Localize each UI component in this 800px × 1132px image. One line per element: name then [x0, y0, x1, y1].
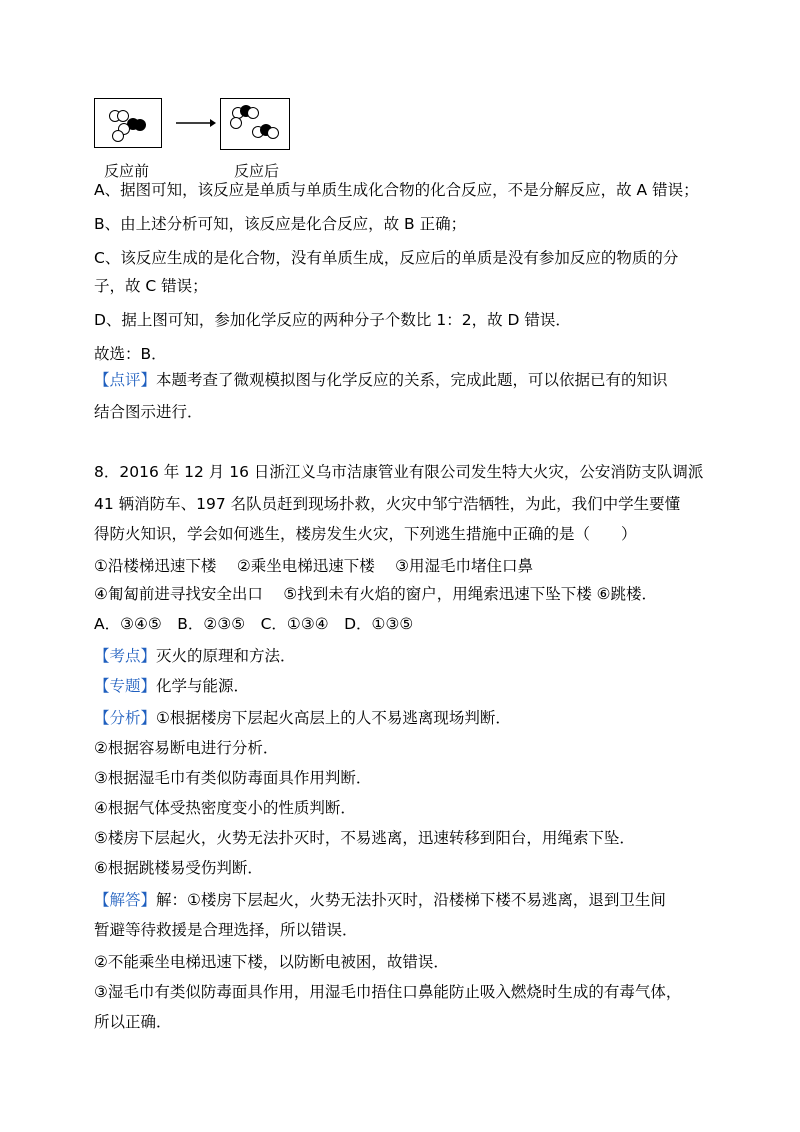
q8-fenxi-4: ④根据气体受热密度变小的性质判断．	[94, 799, 356, 817]
kaodian-tag: 【考点】	[94, 647, 157, 665]
kaodian-text: 灭火的原理和方法．	[156, 647, 296, 665]
before-molecules	[95, 99, 161, 147]
after-label: 反应后	[234, 162, 280, 180]
q8-fenxi-1	[94, 708, 511, 728]
before-box	[94, 98, 162, 148]
jieda-tag: 【解答】	[94, 891, 157, 909]
q8-stem-1: 8．2016 年 12 月 16 日浙江义乌市洁康管业有限公司发生特大火灾，公安消防支队调派	[94, 463, 704, 481]
q8-fenxi-6: ⑥根据跳楼易受伤判断．	[94, 859, 263, 877]
q7-answer: 故选：B．	[94, 345, 167, 363]
q8-fenxi-5: ⑤楼房下层起火，火势无法扑灭时，不易逃离，迅速转移到阳台，用绳索下坠．	[94, 829, 635, 847]
q8-jieda-4: ③湿毛巾有类似防毒面具作用，用湿毛巾捂住口鼻能防止吸入燃烧时生成的有毒气体，	[94, 983, 682, 1001]
fenxi-text-1: ①根据楼房下层起火高层上的人不易逃离现场判断．	[156, 709, 511, 727]
option-b-text: B、由上述分析可知，该反应是化合反应，故 B 正确；	[94, 215, 467, 233]
q8-kaodian	[94, 646, 296, 666]
option-a-text: A、据图可知，该反应是单质与单质生成化合物的化合反应，不是分解反应，故 A 错误；	[94, 181, 699, 199]
option-c-text-2: 子，故 C 错误；	[94, 277, 208, 295]
q8-fenxi-2: ②根据容易断电进行分析．	[94, 739, 279, 757]
q7-comment-1	[94, 370, 668, 390]
option-c-text-1: C、该反应生成的是化合物，没有单质生成，反应后的单质是没有参加反应的物质的分	[94, 249, 679, 267]
q8-jieda-3: ②不能乘坐电梯迅速下楼，以防断电被困，故错误．	[94, 953, 449, 971]
q8-choices: A．③④⑤ B．②③⑤ C．①③④ D．①③⑤	[94, 615, 414, 633]
q7-comment-2: 结合图示进行．	[94, 403, 203, 421]
comment-tag: 【点评】	[94, 371, 157, 389]
before-label: 反应前	[104, 162, 150, 180]
q8-jieda-2: 暂避等待救援是合理选择，所以错误．	[94, 921, 358, 939]
q8-items-2: ④匍匐前进寻找安全出口 ⑤找到未有火焰的窗户，用绳索迅速下坠下楼 ⑥跳楼．	[94, 585, 658, 603]
q8-jieda-1	[94, 890, 666, 910]
q8-stem-3: 得防火知识，学会如何逃生，楼房发生火灾，下列逃生措施中正确的是（ ）	[94, 525, 637, 543]
q8-jieda-5: 所以正确．	[94, 1013, 172, 1031]
zhuanti-tag: 【专题】	[94, 677, 157, 695]
fenxi-tag: 【分析】	[94, 709, 157, 727]
q8-zhuanti	[94, 676, 249, 696]
q8-fenxi-3: ③根据湿毛巾有类似防毒面具作用判断．	[94, 769, 372, 787]
after-box	[220, 98, 290, 150]
jieda-text-1: 解：①楼房下层起火，火势无法扑灭时，沿楼梯下楼不易逃离，退到卫生间	[156, 891, 666, 909]
q8-stem-2: 41 辆消防车、197 名队员赶到现场扑救，火灾中邹宁浩牺牲，为此，我们中学生要懂	[94, 495, 681, 513]
after-molecules	[221, 99, 289, 149]
reaction-diagram	[94, 98, 314, 183]
option-d-text: D、据上图可知，参加化学反应的两种分子个数比 1：2，故 D 错误．	[94, 311, 571, 329]
zhuanti-text: 化学与能源．	[156, 677, 250, 695]
arrow-icon	[174, 116, 216, 130]
q8-items-1: ①沿楼梯迅速下楼 ②乘坐电梯迅速下楼 ③用湿毛巾堵住口鼻	[94, 557, 534, 575]
comment-text: 本题考查了微观模拟图与化学反应的关系，完成此题，可以依据已有的知识	[156, 371, 668, 389]
